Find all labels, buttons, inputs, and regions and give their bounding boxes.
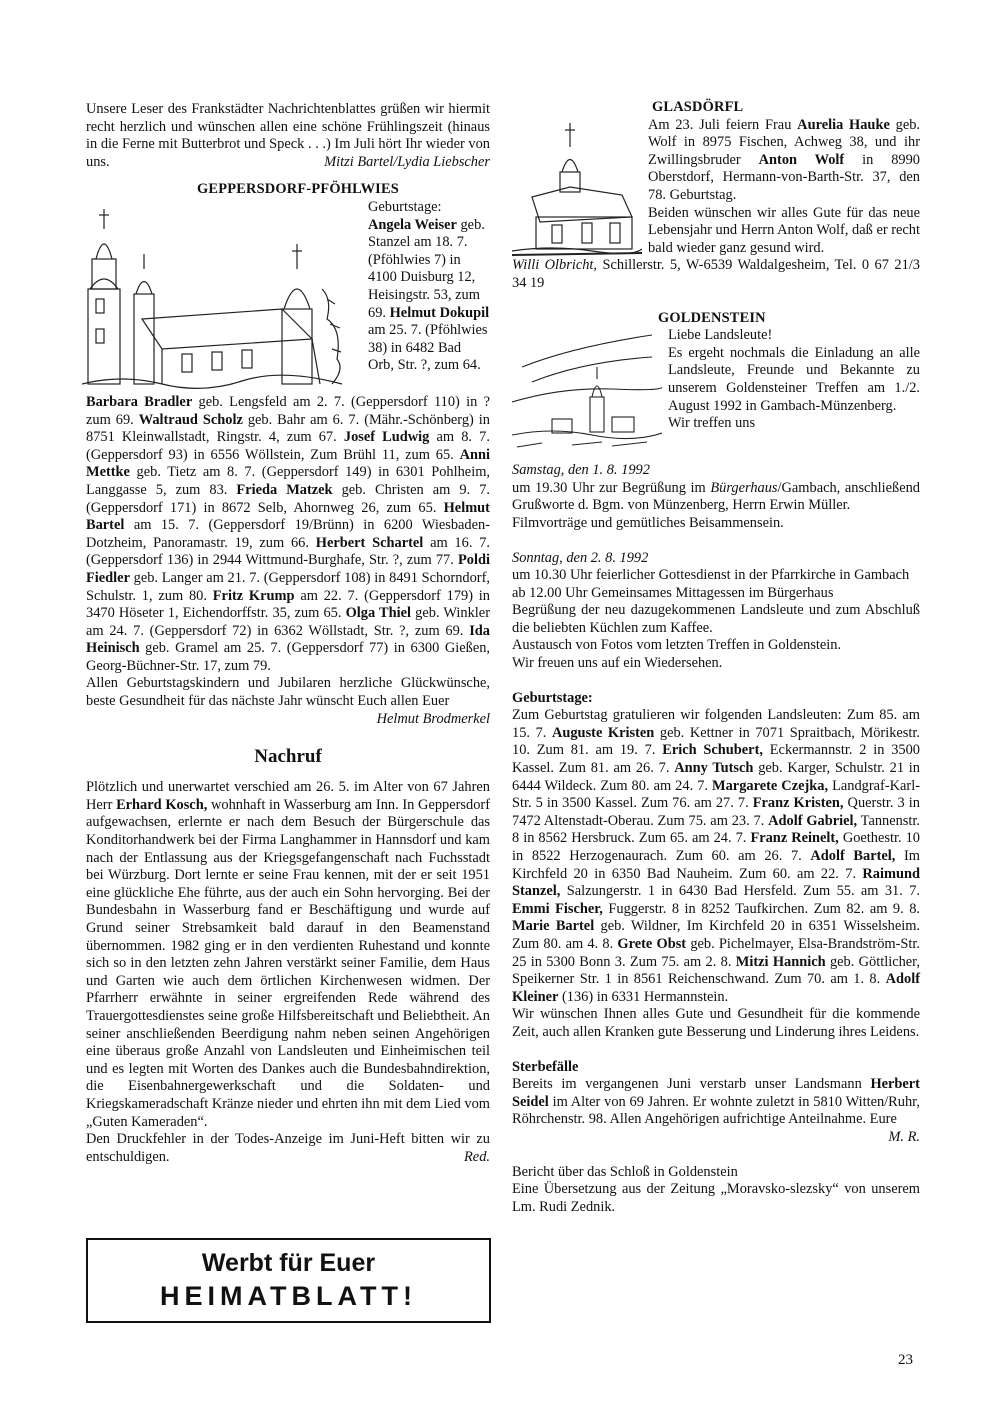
bericht-title: Bericht über das Schloß in Goldenstein	[512, 1163, 738, 1180]
landscape-illustration-goldenstein	[512, 327, 662, 452]
page-number: 23	[898, 1352, 913, 1368]
birthday-name: Barbara Bradler	[86, 393, 193, 410]
birthday-name: Marie Bartel	[512, 918, 595, 935]
birthday-name: Frieda Matzek	[236, 481, 333, 498]
geppersdorf-signature: Helmut Brodmerkel	[376, 710, 490, 727]
birthday-name: Aurelia Hauke	[797, 116, 890, 133]
sterbefaelle-signature: M. R.	[888, 1128, 920, 1145]
birthday-name: Anni Mettke	[86, 446, 490, 481]
birthday-name: Anny Tutsch	[674, 760, 754, 777]
geburtstage-label: Geburtstage:	[368, 198, 442, 215]
church-drawing	[82, 199, 362, 394]
birthday-name: Emmi Fischer,	[512, 900, 603, 917]
intro-paragraph: Unsere Leser des Frankstädter Nachrichtenblattes grüßen wir hiermit recht herzlich und wünschen allen eine schöne Frühlingszeit (hinaus in die Ferne mit Butterbrot und Speck . . .) Im Juli hört Ihr wieder von uns. Mitzi Bartel/Lydia Liebscher	[86, 101, 490, 170]
right-column: GLASDÖRFL Am 23. Juli feiern Frau Aurelia Hauke geb. Wolf in 8975 Fischen, Achweg 38, und ihr Zwillingsbruder Anton Wolf in 8990 Oberstdorf, Hermann-von-Barth-Str. 37, den 78. Geburtstag. Beiden wünschen wir alles Gute für das neue Lebensjahr und Herrn Anton Wolf, daß er recht bald wieder ganz gesund wird. Willi Olbricht, Schillerstr. 5, W-6539 Waldalgesheim, Tel. 0 67 21/3 34 19 GOLDENSTEIN Liebe Landsleute! Es ergeht nochmals die Einladung an alle Landsleute, Freunde und Bekannte zu unserem Goldensteiner Treffen am 1./2. August 1992 in Gambach-Münzenberg. Wir treffen uns Samstag, den 1. 8. 1992 um 19.30 Uhr zur Begrüßung im Bürgerhaus/Gambach, anschließend Grußworte d. Bgm. von Münzenberg, Herrn Erwin Müller. Filmvorträge und gemütliches Beisammensein. Sonntag, den 2. 8. 1992 um 10.30 Uhr feierlicher Gottesdienst in der Pfarrkirche in Gambach ab 12.00 Uhr Gemeinsames Mittagessen im Bürgerhaus Begrüßung der neu dazugekommenen Landsleute und zum Abschluß die beliebten Küchlen zum Kaffee. Austausch von Fotos vom letzten Treffen in Goldenstein. Wir freuen uns auf ein Wiedersehen. Geburtstage: Zum Geburtstag gratulieren wir folgenden Landsleuten: Zum 85. am 15. 7. Auguste Kristen geb. Kettner in 7071 Spraitbach, Mörikestr. 10. Zum 81. am 19. 7. Erich Schubert, Eckermannstr. 2 in 3500 Kassel. Zum 81. am 26. 7. Anny Tutsch geb. Karger, Schulstr. 21 in 6444 Wildeck. Zum 80. am 24. 7. Margarete Czejka, Landgraf-Karl-Str. 5 in 3500 Kassel. Zum 76. am 27. 7. Franz Kristen, Querstr. 3 in 7472 Altenstadt-Oberau. Zum 75. am 23. 7. Adolf Gabriel, Tannenstr. 8 in 8562 Hersbruck. Zum 65. am 24. 7. Franz Reinelt, Goethestr. 10 in 8522 Herzogenaurach. Zum 60. am 26. 7. Adolf Bartel, Im Kirchfeld 20 in 6350 Bad Nauheim. Zum 60. am 22. 7. Raimund Stanzel, Salzungerstr. 1 in 6430 Bad Hersfeld. Zum 55. am 31. 7. Emmi Fischer, Fuggerstr. 8 in 8252 Taufkirchen. Zum 82. am 9. 8. Marie Bartel geb. Wildner, Im Kirchfeld 20 in 6351 Wisselsheim. Zum 80. am 4. 8. Grete Obst geb. Pichelmayer, Elsa-Brandström-Str. 25 in 5300 Bonn 3. Zum 75. am 2. 8. Mitzi Hannich geb. Göttlicher, Speikerner Str. 1 in 8561 Reichenschwand. Zum 70. am 1. 8. Adolf Kleiner (136) in 6331 Hermannstein. Wir wünschen Ihnen alles Gute und Gesundheit für die kommende Zeit, auch allen Kranken gute Besserung und Linderung ihres Leidens. Sterbefälle Bereits im vergangenen Juni verstarb unser Landsmann Herbert Seidel im Alter von 69 Jahren. Er wohnte zuletzt in 5810 Witten/Ruhr, Röhrchenstr. 98. Allen Angehörigen aufrichtige Anteilnahme. Eure M. R. Bericht über das Schloß in Goldenstein Eine Übersetzung aus der Zeitung „Moravsko-slezsky“ von unserem Lm. Rudi Zednik.	[512, 99, 921, 1215]
sunday-date: Sonntag, den 2. 8. 1992	[512, 549, 649, 566]
birthday-name: Fritz Krump	[212, 587, 295, 604]
section-title-goldenstein: GOLDENSTEIN	[658, 309, 766, 326]
sterbefaelle-text: Bereits im vergangenen Juni verstarb unser Landsmann Herbert Seidel im Alter von 69 Jahren. Er wohnte zuletzt in 5810 Witten/Ruhr, Röhrchenstr. 98. Allen Angehörigen aufrichtige Anteilnahme. Eure M. R.	[512, 1076, 920, 1145]
birthday-name: Margarete Czejka,	[712, 777, 829, 794]
saturday-date: Samstag, den 1. 8. 1992	[512, 462, 650, 479]
birthday-name: Ida Heinisch	[86, 622, 490, 657]
birthday-name: Auguste Kristen	[551, 724, 655, 741]
section-title-sterbefaelle: Sterbefälle	[512, 1058, 579, 1075]
ad-line2: HEIMATBLATT!	[160, 1281, 417, 1311]
goldenstein-section: Liebe Landsleute! Es ergeht nochmals die Einladung an alle Landsleute, Freunde und Bekannte zu unserem Goldensteiner Treffen am 1./2. August 1992 in Gambach-Münzenberg. Wir treffen uns	[512, 327, 920, 452]
deceased-name: Herbert Seidel	[512, 1076, 920, 1110]
ad-line1: Werbt für Euer	[201, 1249, 376, 1277]
church-illustration-glasdoerfl	[512, 117, 642, 257]
birthday-name: Raimund Stanzel,	[512, 865, 920, 900]
glasdoerfl-signature: Willi Olbricht,	[512, 257, 598, 274]
section-title-geppersdorf: GEPPERSDORF-PFÖHLWIES	[197, 181, 399, 198]
birthday-name: Poldi Fiedler	[86, 552, 490, 586]
advertisement-box	[86, 1238, 491, 1323]
goldenstein-birthdays: Zum Geburtstag gratulieren wir folgenden Landsleuten: Zum 85. am 15. 7. Auguste Kristen geb. Kettner in 7071 Spraitbach, Mörikestr. 10. Zum 81. am 19. 7. Erich Schubert, Eckermannstr. 2 in 3500 Kassel. Zum 81. am 26. 7. Anny Tutsch geb. Karger, Schulstr. 21 in 6444 Wildeck. Zum 80. am 24. 7. Margarete Czejka, Landgraf-Karl-Str. 5 in 3500 Kassel. Zum 76. am 27. 7. Franz Kristen, Querstr. 3 in 7472 Altenstadt-Oberau. Zum 75. am 23. 7. Adolf Gabriel, Tannenstr. 8 in 8562 Hersbruck. Zum 65. am 24. 7. Franz Reinelt, Goethestr. 10 in 8522 Herzogenaurach. Zum 60. am 26. 7. Adolf Bartel, Im Kirchfeld 20 in 6350 Bad Nauheim. Zum 60. am 22. 7. Raimund Stanzel, Salzungerstr. 1 in 6430 Bad Hersfeld. Zum 55. am 31. 7. Emmi Fischer, Fuggerstr. 8 in 8252 Taufkirchen. Zum 82. am 9. 8. Marie Bartel geb. Wildner, Im Kirchfeld 20 in 6351 Wisselsheim. Zum 80. am 4. 8. Grete Obst geb. Pichelmayer, Elsa-Brandström-Str. 25 in 5300 Bonn 3. Zum 75. am 2. 8. Mitzi Hannich geb. Göttlicher, Speikerner Str. 1 in 8561 Reichenschwand. Zum 70. am 1. 8. Adolf Kleiner (136) in 6331 Hermannstein.	[512, 707, 921, 1005]
nachruf-correction: Den Druckfehler in der Todes-Anzeige im Juni-Heft bitten wir zu entschuldigen. Red.	[86, 1131, 490, 1165]
geppersdorf-closing: Allen Geburtstagskindern und Jubilaren herzliche Glückwünsche, beste Gesundheit für das nächste Jahr wünscht Euch allen Euer Helmut Brodmerkel	[86, 675, 490, 727]
birthday-name: Herbert Schartel	[315, 534, 424, 551]
goldenstein-greeting: Liebe Landsleute!	[668, 327, 773, 344]
intro-signature: Mitzi Bartel/Lydia Liebscher	[324, 153, 490, 170]
birthday-name: Mitzi Hannich	[735, 953, 826, 970]
birthday-name: Josef Ludwig	[343, 429, 430, 446]
nachruf-title: Nachruf	[254, 746, 322, 768]
deceased-name: Erhard Kosch,	[116, 796, 208, 813]
birthday-name: Angela Weiser	[368, 216, 457, 233]
birthday-name: Grete Obst	[617, 935, 687, 952]
birthday-name: Anton Wolf	[758, 151, 845, 168]
birthday-name: Helmut Dokupil	[389, 304, 490, 321]
birthday-name: Franz Kristen,	[752, 795, 844, 812]
section-title-geburtstage: Geburtstage:	[512, 689, 593, 706]
birthday-name: Waltraud Scholz	[138, 411, 243, 428]
nachruf-signature: Red.	[464, 1148, 490, 1165]
glasdoerfl-section: Am 23. Juli feiern Frau Aurelia Hauke geb. Wolf in 8975 Fischen, Achweg 38, und ihr Zwillingsbruder Anton Wolf in 8990 Oberstdorf, Hermann-von-Barth-Str. 37, den 78. Geburtstag. Beiden wünschen wir alles Gute für das neue Lebensjahr und Herrn Anton Wolf, daß er recht bald wieder ganz gesund wird. Willi Olbricht, Schillerstr. 5, W-6539 Waldalgesheim, Tel. 0 67 21/3 34 19	[512, 116, 921, 291]
birthday-name: Adolf Kleiner	[512, 971, 920, 1005]
church-illustration-geppersdorf	[82, 199, 362, 394]
section-title-glasdoerfl: GLASDÖRFL	[652, 99, 744, 115]
birthday-name: Adolf Bartel,	[810, 848, 896, 864]
left-column	[86, 101, 490, 1166]
birthday-name: Olga Thiel	[345, 605, 412, 622]
village-drawing	[512, 327, 662, 452]
birthday-name: Helmut Bartel	[86, 499, 490, 534]
birthday-name: Franz Reinelt,	[750, 830, 839, 847]
chapel-drawing	[512, 117, 642, 257]
geppersdorf-section: Geburtstage: Angela Weiser geb. Stanzel am 18. 7. (Pföhlwies 7) in 4100 Duisburg 12, Heisingstr. 53, zum 69. Helmut Dokupil am 25. 7. (Pföhlwies 38) in 6482 Bad Orb, Str. ?, zum 64. Barbara Bradler geb. Lengsfeld am 2. 7. (Geppersdorf 110) in ? zum 69. Waltraud Scholz geb. Bahr am 6. 7. (Mähr.-Schönberg) in 8751 Kleinwallstadt, Ringstr. 4, zum 67. Josef Ludwig am 8. 7. (Geppersdorf 93) in 6556 Wöllstein, Zum Brühl 11, zum 65. Anni Mettke geb. Tietz am 8. 7. (Geppersdorf 149) in 6301 Pohlheim, Langgasse 5, zum 83. Frieda Matzek geb. Christen am 9. 7. (Geppersdorf 171) in 8672 Selb, Ahornweg 26, zum 65. Helmut Bartel am 15. 7. (Geppersdorf 19/Brünn) in 6200 Wiesbaden-Dotzheim, Panoramastr. 19, zum 66. Herbert Schartel am 16. 7. (Geppersdorf 136) in 2944 Wittmund-Burghafe, Str. ?, zum 77. Poldi Fiedler geb. Langer am 21. 7. (Geppersdorf 108) in 8491 Schorndorf, Schulstr. 1, zum 80. Fritz Krump am 22. 7. (Geppersdorf 179) in 3470 Höseter 1, Eichendorffstr. 35, zum 65. Olga Thiel geb. Winkler am 24. 7. (Geppersdorf 72) in 6362 Wöllstadt, Str. ?, zum 69. Ida Heinisch geb. Gramel am 25. 7. (Geppersdorf 77) in 6300 Gießen, Georg-Büchner-Str. 17, zum 79. Allen Geburtstagskindern und Jubilaren herzliche Glückwünsche, beste Gesundheit für das nächste Jahr wünscht Euch allen Euer Helmut Brodmerkel	[86, 199, 490, 728]
nachruf-text: Plötzlich und unerwartet verschied am 26. 5. im Alter von 67 Jahren Herr Erhard Kosch, wohnhaft in Wasserburg am Inn. In Geppersdorf aufgewachsen, erlernte er nach dem Besuch der Bürgerschule das Konditorhandwerk bei der Firma Langhammer in Hannsdorf und kam nach der Entlassung aus der Kriegsgefangenschaft nach Fuchsstadt bei Würzburg. Dort lernte er seine Frau kennen, mit der er seit 1951 eine glückliche Ehe führte, aus der auch ein Sohn hervorging. Bei der Bundesbahn in Wasserburg fand er Beschäftigung und wurde auf Grund seiner Strebsamkeit bald darauf in den Beamenstand übernommen. 1982 ging er in den verdienten Ruhestand und konnte sich so in den letzten zehn Jahren verstärkt seiner Familie, dem Haus und Garten wie auch dem örtlichen Kirchenwesen widmen. Der Pfarrherr erwähnte in seiner ergreifenden Rede während des Trauergottesdienstes seine große Hilfsbereitschaft und Beliebtheit. An seiner anschließenden Beerdigung nahm neben seinen Angehörigen eine überaus große Anzahl von Landsleuten und Einheimischen teil und es legten mit Worten des Dankes auch die Bundesbahndirektion, die Eisenbahnergewerkschaft und die Soldaten- und Kriegskameradschaft Kränze nieder und ehrten ihn mit dem Lied vom „Guten Kameraden“.	[86, 779, 490, 1130]
birthday-name: Erich Schubert,	[662, 742, 763, 759]
birthday-name: Adolf Gabriel,	[768, 812, 858, 829]
